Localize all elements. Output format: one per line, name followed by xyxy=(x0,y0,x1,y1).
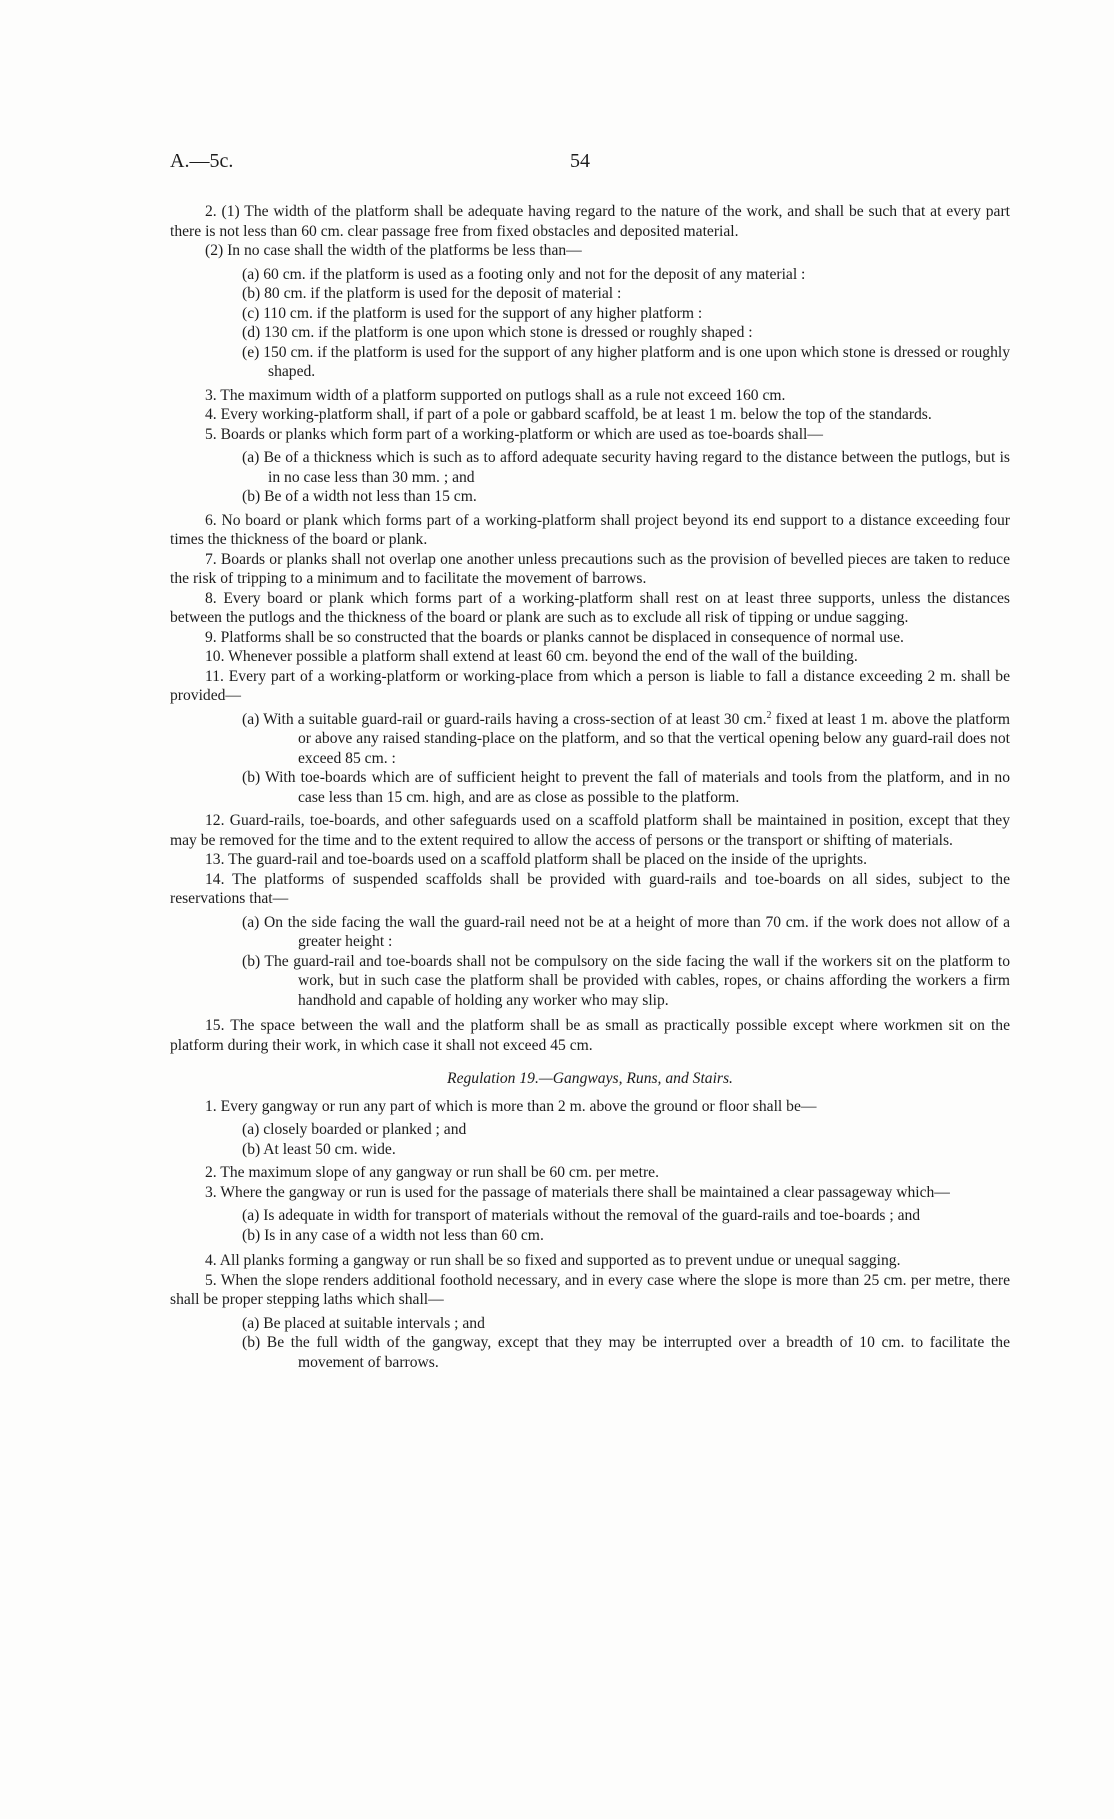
clause-5a: (a) Be of a thickness which is such as to afford adequate security having regard to the distance between the putlogs, but is in no case less than 30 mm. ; and xyxy=(242,449,1010,486)
paragraph-9: 9. Platforms shall be so constructed that the boards or planks cannot be displaced in consequence of normal use. xyxy=(205,628,904,646)
reg19-paragraph-2: 2. The maximum slope of any gangway or run shall be 60 cm. per metre. xyxy=(205,1164,659,1181)
paragraph-12: 12. Guard-rails, toe-boards, and other safeguards used on a scaffold platform shall be maintained in position, except that they may be removed for the time and to the extent required to allow the access of persons or the transport or shifting of materials. xyxy=(170,812,1010,849)
clause-11a-text-start: (a) With a suitable guard-rail or guard-rails having a cross-section of at least 30 cm. xyxy=(242,710,767,728)
reg19-clause-5b: (b) Be the full width of the gangway, except that they may be interrupted over a breadth of 10 cm. to facilitate the movement of barrows. xyxy=(242,1334,1010,1371)
reg19-clause-3a: (a) Is adequate in width for transport of materials without the removal of the guard-rails and toe-boards ; and xyxy=(242,1207,921,1224)
paragraph-4: 4. Every working-platform shall, if part of a pole or gabbard scaffold, be at least 1 m. below the top of the standards. xyxy=(205,406,932,423)
clause-14a: (a) On the side facing the wall the guard-rail need not be at a height of more than 70 cm. if the work does not allow of a greater height : xyxy=(242,913,1010,950)
paragraph-11: 11. Every part of a working-platform or working-place from which a person is liable to fall a distance exceeding 2 m. shall be provided— xyxy=(170,667,1010,704)
clause-2b: (b) 80 cm. if the platform is used for the deposit of material : xyxy=(242,285,622,302)
clause-11a xyxy=(170,710,1010,769)
clause-2d: (d) 130 cm. if the platform is one upon which stone is dressed or roughly shaped : xyxy=(242,324,753,341)
reg19-clause-1b: (b) At least 50 cm. wide. xyxy=(242,1140,396,1158)
clause-2e: (e) 150 cm. if the platform is used for the support of any higher platform and is one upon which stone is dressed or roughly shaped. xyxy=(242,343,1010,380)
paragraph-6: 6. No board or plank which forms part of a working-platform shall project beyond its end support to a distance exceeding four times the thickness of the board or plank. xyxy=(170,511,1010,548)
paragraph-5: 5. Boards or planks which form part of a working-platform or which are used as toe-boards shall— xyxy=(205,425,823,443)
reg19-paragraph-5: 5. When the slope renders additional foothold necessary, and in every case where the slope is more than 25 cm. per metre, there shall be proper stepping laths which shall— xyxy=(170,1271,1010,1308)
page-number: 54 xyxy=(570,150,590,172)
paragraph-8: 8. Every board or plank which forms part of a working-platform shall rest on at least three supports, unless the distances between the putlogs and the thickness of the board or plank are such as to exclude all risk of tipping or undue sagging. xyxy=(170,589,1010,626)
paragraph-14: 14. The platforms of suspended scaffolds shall be provided with guard-rails and toe-boards on all sides, subject to the reservations that— xyxy=(170,870,1010,907)
paragraph-3: 3. The maximum width of a platform supported on putlogs shall as a rule not exceed 160 cm. xyxy=(205,386,786,404)
reg19-paragraph-4: 4. All planks forming a gangway or run shall be so fixed and supported as to prevent undue or unequal sagging. xyxy=(205,1252,901,1269)
document-body xyxy=(170,202,1010,1372)
paragraph-7: 7. Boards or planks shall not overlap one another unless precautions such as the provision of bevelled pieces are taken to reduce the risk of tripping to a minimum and to facilitate the movement of barrows. xyxy=(170,550,1010,587)
document-reference: A.—5c. xyxy=(170,150,234,172)
clause-14b: (b) The guard-rail and toe-boards shall not be compulsory on the side facing the wall if the workers sit on the platform to work, but in such case the platform shall be provided with cables, ropes, or chains affording the workers a firm handhold and capable of holding any worker who may slip. xyxy=(242,952,1010,1009)
reg19-clause-5a: (a) Be placed at suitable intervals ; and xyxy=(242,1314,485,1332)
clause-2a: (a) 60 cm. if the platform is used as a footing only and not for the deposit of any material : xyxy=(242,265,806,283)
reg19-paragraph-3: 3. Where the gangway or run is used for the passage of materials there shall be maintained a clear passageway which— xyxy=(205,1183,950,1201)
paragraph-10: 10. Whenever possible a platform shall extend at least 60 cm. beyond the end of the wall of the building. xyxy=(205,648,858,665)
reg19-paragraph-1: 1. Every gangway or run any part of which is more than 2 m. above the ground or floor shall be— xyxy=(205,1097,817,1115)
clause-2c: (c) 110 cm. if the platform is used for the support of any higher platform : xyxy=(242,304,703,322)
paragraph-2: 2. (1) The width of the platform shall be adequate having regard to the nature of the work, and shall be such that at every part there is not less than 60 cm. clear passage free from fixed obstacles and deposited material. xyxy=(170,203,1010,240)
page-header xyxy=(170,150,1010,174)
clause-5b: (b) Be of a width not less than 15 cm. xyxy=(242,488,477,505)
paragraph-15: 15. The space between the wall and the platform shall be as small as practically possible except where workmen sit on the platform during their work, in which case it shall not exceed 45 cm. xyxy=(170,1017,1010,1054)
paragraph-2-sub-2: (2) In no case shall the width of the platforms be less than— xyxy=(205,242,582,259)
reg19-clause-3b: (b) Is in any case of a width not less than 60 cm. xyxy=(242,1226,544,1244)
clause-11a-text-end: fixed at least 1 m. above the platform or above any raised standing-place on the platform, and so that the vertical opening below any guard-rail does not exceed 85 cm. : xyxy=(298,710,1010,767)
paragraph-13: 13. The guard-rail and toe-boards used on a scaffold platform shall be placed on the inside of the uprights. xyxy=(205,851,867,868)
reg19-clause-1a: (a) closely boarded or planked ; and xyxy=(242,1121,467,1138)
regulation-19-title: Regulation 19.—Gangways, Runs, and Stairs. xyxy=(447,1070,733,1087)
superscript-2: 2 xyxy=(766,709,772,721)
clause-11b: (b) With toe-boards which are of sufficient height to prevent the fall of materials and tools from the platform, and in no case less than 15 cm. high, and are as close as possible to the platform. xyxy=(242,769,1010,806)
